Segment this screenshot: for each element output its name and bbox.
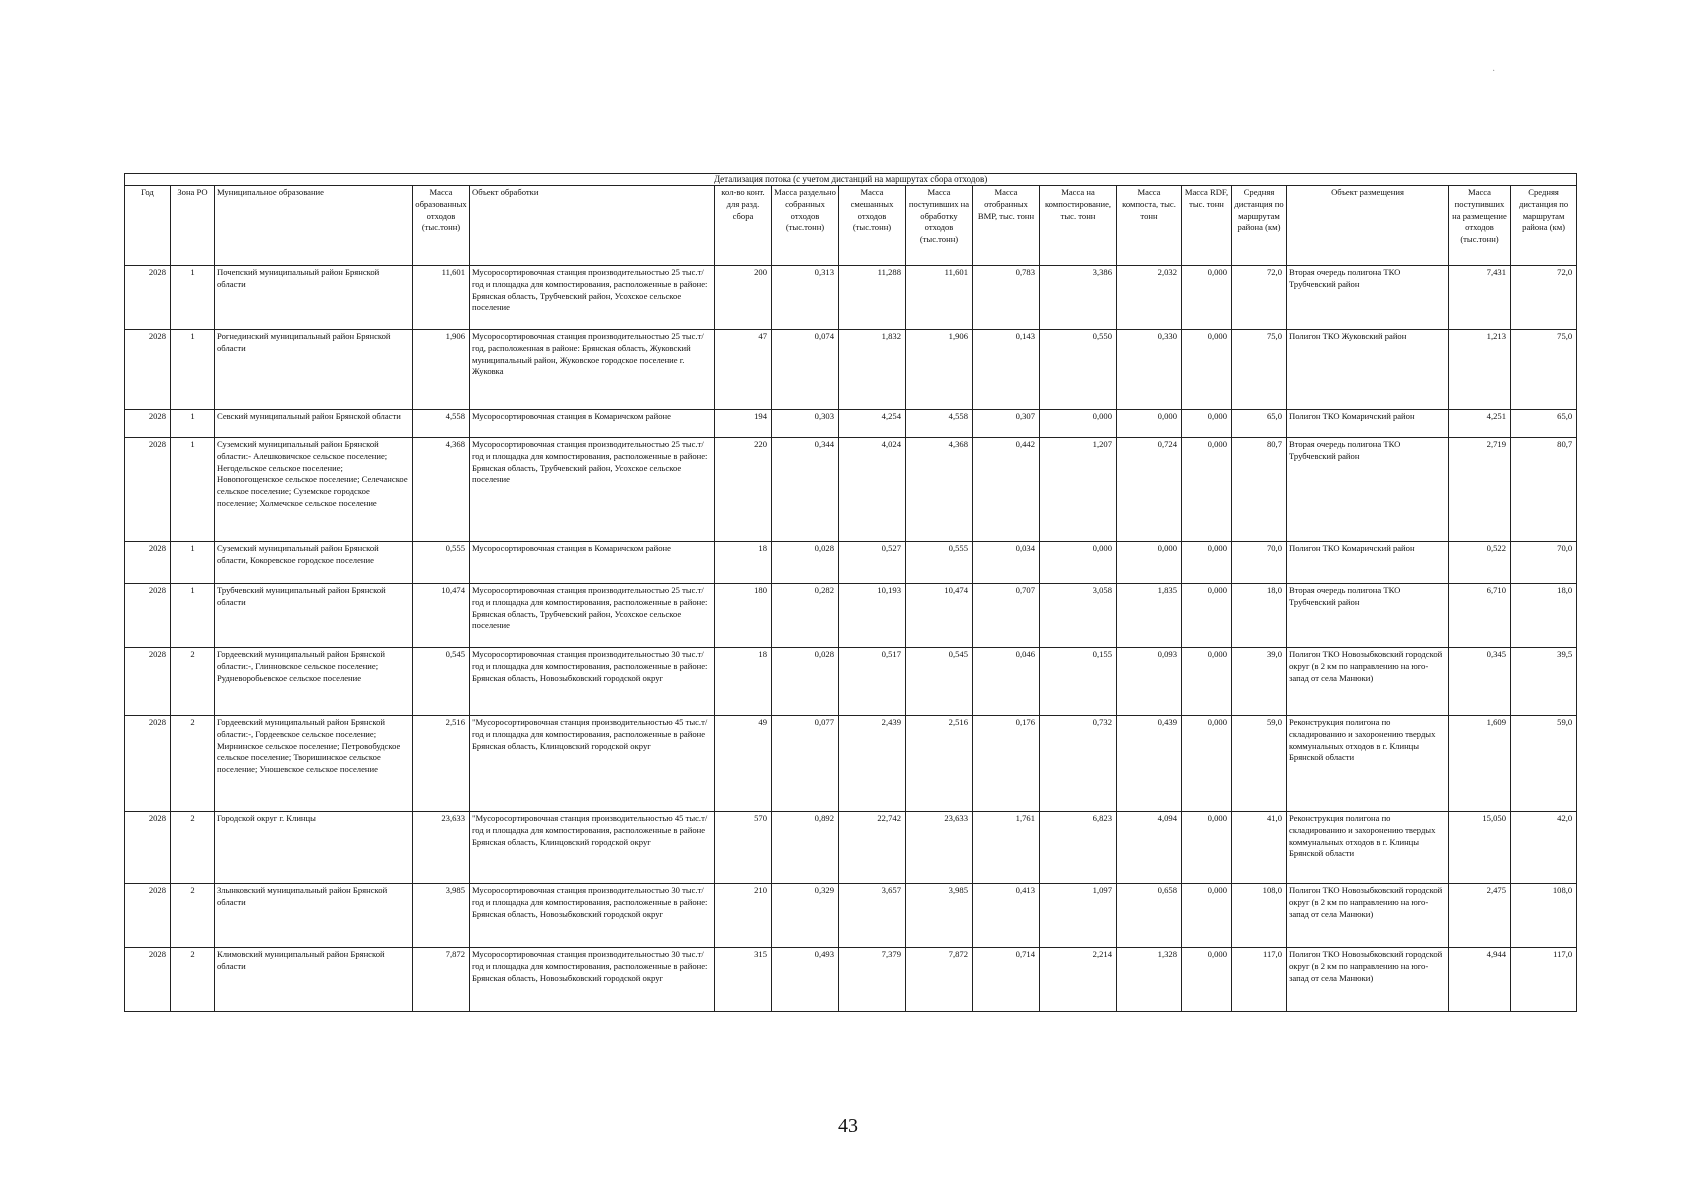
cell-disposal-distance: 59,0	[1511, 715, 1577, 811]
cell-zone: 2	[171, 947, 215, 1011]
table-row	[125, 329, 1577, 409]
cell-separate-mass: 0,329	[772, 883, 839, 947]
cell-processed-mass: 11,601	[906, 265, 973, 329]
cell-containers: 194	[715, 409, 772, 437]
cell-composting-mass: 6,823	[1040, 811, 1117, 883]
cell-generated-mass: 23,633	[413, 811, 470, 883]
cell-generated-mass: 0,555	[413, 541, 470, 583]
cell-recyclables-mass: 0,143	[973, 329, 1040, 409]
cell-zone: 2	[171, 811, 215, 883]
cell-disposal-distance: 65,0	[1511, 409, 1577, 437]
cell-avg-distance: 59,0	[1232, 715, 1287, 811]
cell-year: 2028	[125, 265, 171, 329]
cell-rdf-mass: 0,000	[1182, 409, 1232, 437]
cell-composting-mass: 2,214	[1040, 947, 1117, 1011]
header-row	[125, 185, 1577, 265]
cell-disposal-facility: Реконструкция полигона по складированию и захоронению твердых коммунальных отходов в г. Клинцы Брянской области	[1287, 811, 1449, 883]
table-row	[125, 883, 1577, 947]
cell-rdf-mass: 0,000	[1182, 437, 1232, 541]
cell-disposal-distance: 70,0	[1511, 541, 1577, 583]
cell-rdf-mass: 0,000	[1182, 647, 1232, 715]
cell-year: 2028	[125, 583, 171, 647]
col-header-zone: Зона РО	[171, 185, 215, 265]
cell-disposal-facility: Реконструкция полигона по складированию и захоронению твердых коммунальных отходов в г. Клинцы Брянской области	[1287, 715, 1449, 811]
table-row	[125, 811, 1577, 883]
cell-disposal-facility: Полигон ТКО Новозыбковский городской округ (в 2 км по направлению на юго-запад от села Манюки)	[1287, 883, 1449, 947]
cell-mixed-mass: 3,657	[839, 883, 906, 947]
cell-zone: 1	[171, 437, 215, 541]
cell-compost-mass: 4,094	[1117, 811, 1182, 883]
cell-mixed-mass: 11,288	[839, 265, 906, 329]
cell-composting-mass: 0,732	[1040, 715, 1117, 811]
cell-generated-mass: 2,516	[413, 715, 470, 811]
waste-flow-table	[124, 173, 1577, 1012]
cell-zone: 2	[171, 715, 215, 811]
col-header-municipality: Муниципальное образование	[215, 185, 413, 265]
cell-zone: 1	[171, 583, 215, 647]
cell-year: 2028	[125, 715, 171, 811]
col-header-rdf-mass: Масса RDF, тыс. тонн	[1182, 185, 1232, 265]
cell-rdf-mass: 0,000	[1182, 811, 1232, 883]
cell-avg-distance: 72,0	[1232, 265, 1287, 329]
cell-composting-mass: 0,155	[1040, 647, 1117, 715]
cell-mixed-mass: 22,742	[839, 811, 906, 883]
cell-zone: 2	[171, 883, 215, 947]
cell-recyclables-mass: 0,783	[973, 265, 1040, 329]
cell-compost-mass: 0,658	[1117, 883, 1182, 947]
cell-separate-mass: 0,074	[772, 329, 839, 409]
cell-generated-mass: 3,985	[413, 883, 470, 947]
caption-row	[125, 174, 1577, 186]
cell-municipality: Севский муниципальный район Брянской области	[215, 409, 413, 437]
cell-mixed-mass: 2,439	[839, 715, 906, 811]
cell-avg-distance: 18,0	[1232, 583, 1287, 647]
cell-rdf-mass: 0,000	[1182, 715, 1232, 811]
cell-generated-mass: 0,545	[413, 647, 470, 715]
table-caption: Детализация потока (с учетом дистанций на маршрутах сбора отходов)	[125, 174, 1577, 186]
cell-rdf-mass: 0,000	[1182, 947, 1232, 1011]
cell-separate-mass: 0,303	[772, 409, 839, 437]
cell-disposal-facility: Вторая очередь полигона ТКО Трубчевский район	[1287, 437, 1449, 541]
col-header-containers: кол-во конт. для разд. сбора	[715, 185, 772, 265]
cell-disposal-facility: Полигон ТКО Комаричский район	[1287, 541, 1449, 583]
cell-year: 2028	[125, 437, 171, 541]
cell-processed-mass: 10,474	[906, 583, 973, 647]
cell-year: 2028	[125, 409, 171, 437]
cell-compost-mass: 0,724	[1117, 437, 1182, 541]
cell-disposal-distance: 108,0	[1511, 883, 1577, 947]
cell-year: 2028	[125, 811, 171, 883]
cell-containers: 18	[715, 647, 772, 715]
cell-disposal-distance: 75,0	[1511, 329, 1577, 409]
cell-avg-distance: 39,0	[1232, 647, 1287, 715]
cell-avg-distance: 70,0	[1232, 541, 1287, 583]
cell-recyclables-mass: 0,714	[973, 947, 1040, 1011]
cell-rdf-mass: 0,000	[1182, 583, 1232, 647]
cell-year: 2028	[125, 947, 171, 1011]
cell-containers: 49	[715, 715, 772, 811]
cell-processed-mass: 7,872	[906, 947, 973, 1011]
cell-processing-facility: Мусоросортировочная станция в Комаричском районе	[470, 541, 715, 583]
table-row	[125, 647, 1577, 715]
cell-compost-mass: 1,328	[1117, 947, 1182, 1011]
cell-separate-mass: 0,313	[772, 265, 839, 329]
cell-disposal-facility: Полигон ТКО Новозыбковский городской округ (в 2 км по направлению на юго-запад от села Манюки)	[1287, 947, 1449, 1011]
cell-mixed-mass: 0,517	[839, 647, 906, 715]
cell-processing-facility: Мусоросортировочная станция производительностью 30 тыс.т/год и площадка для компостирования, расположенные в районе: Брянская область, Новозыбковский городской округ	[470, 647, 715, 715]
cell-containers: 18	[715, 541, 772, 583]
cell-rdf-mass: 0,000	[1182, 329, 1232, 409]
cell-municipality: Почепский муниципальный район Брянской области	[215, 265, 413, 329]
cell-zone: 2	[171, 647, 215, 715]
cell-compost-mass: 0,439	[1117, 715, 1182, 811]
col-header-separate-mass: Масса раздельно собранных отходов (тыс.тонн)	[772, 185, 839, 265]
cell-compost-mass: 0,000	[1117, 409, 1182, 437]
cell-disposal-mass: 4,944	[1449, 947, 1511, 1011]
cell-year: 2028	[125, 541, 171, 583]
cell-separate-mass: 0,892	[772, 811, 839, 883]
cell-disposal-facility: Полигон ТКО Жуковский район	[1287, 329, 1449, 409]
table-row	[125, 265, 1577, 329]
cell-disposal-distance: 80,7	[1511, 437, 1577, 541]
cell-disposal-distance: 42,0	[1511, 811, 1577, 883]
cell-containers: 220	[715, 437, 772, 541]
cell-disposal-mass: 0,345	[1449, 647, 1511, 715]
table-row	[125, 947, 1577, 1011]
table-row	[125, 541, 1577, 583]
col-header-mixed-mass: Масса смешанных отходов (тыс.тонн)	[839, 185, 906, 265]
cell-year: 2028	[125, 329, 171, 409]
cell-avg-distance: 65,0	[1232, 409, 1287, 437]
cell-municipality: Суземский муниципальный район Брянской области:- Алешковичское сельское поселение; Негодельское сельское поселение; Новопогощенское сельское поселение; Селечанское сельское поселение; Суземское городское поселение; Холмечское сельское поселение	[215, 437, 413, 541]
cell-disposal-mass: 7,431	[1449, 265, 1511, 329]
cell-avg-distance: 80,7	[1232, 437, 1287, 541]
table-row	[125, 409, 1577, 437]
cell-municipality: Климовский муниципальный район Брянской области	[215, 947, 413, 1011]
cell-containers: 315	[715, 947, 772, 1011]
cell-composting-mass: 1,207	[1040, 437, 1117, 541]
cell-disposal-mass: 1,213	[1449, 329, 1511, 409]
col-header-disposal-mass: Масса поступивших на размещение отходов (тыс.тонн)	[1449, 185, 1511, 265]
cell-mixed-mass: 1,832	[839, 329, 906, 409]
col-header-composting-mass: Масса на компостирование, тыс. тонн	[1040, 185, 1117, 265]
cell-processed-mass: 0,555	[906, 541, 973, 583]
cell-zone: 1	[171, 541, 215, 583]
cell-recyclables-mass: 0,046	[973, 647, 1040, 715]
cell-processing-facility: Мусоросортировочная станция производительностью 30 тыс.т/год и площадка для компостирования, расположенные в районе: Брянская область, Новозыбковский городской округ	[470, 883, 715, 947]
col-header-disposal-facility: Объект размещения	[1287, 185, 1449, 265]
cell-containers: 570	[715, 811, 772, 883]
cell-disposal-facility: Вторая очередь полигона ТКО Трубчевский район	[1287, 583, 1449, 647]
cell-municipality: Суземский муниципальный район Брянской области, Кокоревское городское поселение	[215, 541, 413, 583]
cell-recyclables-mass: 0,307	[973, 409, 1040, 437]
cell-compost-mass: 0,330	[1117, 329, 1182, 409]
cell-generated-mass: 4,368	[413, 437, 470, 541]
cell-avg-distance: 117,0	[1232, 947, 1287, 1011]
cell-disposal-mass: 15,050	[1449, 811, 1511, 883]
cell-composting-mass: 0,000	[1040, 541, 1117, 583]
cell-containers: 47	[715, 329, 772, 409]
cell-mixed-mass: 10,193	[839, 583, 906, 647]
cell-processing-facility: "Мусоросортировочная станция производительностью 45 тыс.т/год и площадка для компостирования, расположенные в районе Брянская область, Клинцовский городской округ	[470, 715, 715, 811]
cell-rdf-mass: 0,000	[1182, 265, 1232, 329]
cell-disposal-mass: 2,719	[1449, 437, 1511, 541]
cell-disposal-distance: 18,0	[1511, 583, 1577, 647]
cell-rdf-mass: 0,000	[1182, 541, 1232, 583]
cell-compost-mass: 2,032	[1117, 265, 1182, 329]
cell-municipality: Рогнединский муниципальный район Брянской области	[215, 329, 413, 409]
cell-separate-mass: 0,028	[772, 647, 839, 715]
cell-disposal-distance: 117,0	[1511, 947, 1577, 1011]
cell-processing-facility: Мусоросортировочная станция в Комаричском районе	[470, 409, 715, 437]
cell-avg-distance: 41,0	[1232, 811, 1287, 883]
col-header-compost-mass: Масса компоста, тыс. тонн	[1117, 185, 1182, 265]
cell-mixed-mass: 0,527	[839, 541, 906, 583]
cell-recyclables-mass: 0,413	[973, 883, 1040, 947]
cell-processed-mass: 2,516	[906, 715, 973, 811]
cell-separate-mass: 0,344	[772, 437, 839, 541]
cell-rdf-mass: 0,000	[1182, 883, 1232, 947]
table-body	[125, 265, 1577, 1011]
page-number: 43	[838, 1115, 858, 1137]
cell-composting-mass: 0,550	[1040, 329, 1117, 409]
cell-zone: 1	[171, 265, 215, 329]
cell-processing-facility: Мусоросортировочная станция производительностью 30 тыс.т/год и площадка для компостирования, расположенные в районе: Брянская область, Новозыбковский городской округ	[470, 947, 715, 1011]
cell-disposal-mass: 2,475	[1449, 883, 1511, 947]
cell-composting-mass: 0,000	[1040, 409, 1117, 437]
cell-disposal-mass: 6,710	[1449, 583, 1511, 647]
cell-separate-mass: 0,493	[772, 947, 839, 1011]
cell-processed-mass: 4,368	[906, 437, 973, 541]
cell-disposal-distance: 72,0	[1511, 265, 1577, 329]
cell-disposal-facility: Полигон ТКО Новозыбковский городской округ (в 2 км по направлению на юго-запад от села Манюки)	[1287, 647, 1449, 715]
cell-year: 2028	[125, 883, 171, 947]
cell-municipality: Трубчевский муниципальный район Брянской области	[215, 583, 413, 647]
cell-year: 2028	[125, 647, 171, 715]
cell-separate-mass: 0,028	[772, 541, 839, 583]
cell-recyclables-mass: 0,176	[973, 715, 1040, 811]
cell-disposal-mass: 4,251	[1449, 409, 1511, 437]
cell-generated-mass: 10,474	[413, 583, 470, 647]
cell-mixed-mass: 7,379	[839, 947, 906, 1011]
cell-mixed-mass: 4,024	[839, 437, 906, 541]
cell-processed-mass: 4,558	[906, 409, 973, 437]
cell-processing-facility: Мусоросортировочная станция производительностью 25 тыс.т/год, расположенная в районе: Брянская область, Жуковский муниципальный район, Жуковское городское поселение г. Жуковка	[470, 329, 715, 409]
cell-containers: 180	[715, 583, 772, 647]
cell-municipality: Городской округ г. Клинцы	[215, 811, 413, 883]
cell-compost-mass: 0,093	[1117, 647, 1182, 715]
cell-municipality: Гордеевский муниципальный район Брянской области:-, Глинновское сельское поселение; Рудневоробьевское сельское поселение	[215, 647, 413, 715]
col-header-avg-distance: Средняя дистанция по маршрутам района (км)	[1232, 185, 1287, 265]
cell-recyclables-mass: 1,761	[973, 811, 1040, 883]
cell-composting-mass: 1,097	[1040, 883, 1117, 947]
cell-recyclables-mass: 0,707	[973, 583, 1040, 647]
cell-containers: 210	[715, 883, 772, 947]
col-header-generated-mass: Масса образованных отходов (тыс.тонн)	[413, 185, 470, 265]
cell-disposal-mass: 0,522	[1449, 541, 1511, 583]
cell-generated-mass: 1,906	[413, 329, 470, 409]
cell-mixed-mass: 4,254	[839, 409, 906, 437]
cell-separate-mass: 0,282	[772, 583, 839, 647]
cell-recyclables-mass: 0,442	[973, 437, 1040, 541]
cell-avg-distance: 75,0	[1232, 329, 1287, 409]
table-row	[125, 715, 1577, 811]
table-row	[125, 583, 1577, 647]
col-header-processing-facility: Объект обработки	[470, 185, 715, 265]
col-header-processed-mass: Масса поступивших на обработку отходов (тыс.тонн)	[906, 185, 973, 265]
col-header-disposal-distance: Средняя дистанция по маршрутам района (км)	[1511, 185, 1577, 265]
cell-recyclables-mass: 0,034	[973, 541, 1040, 583]
cell-disposal-facility: Полигон ТКО Комаричский район	[1287, 409, 1449, 437]
cell-compost-mass: 0,000	[1117, 541, 1182, 583]
cell-zone: 1	[171, 329, 215, 409]
cell-composting-mass: 3,058	[1040, 583, 1117, 647]
cell-disposal-distance: 39,5	[1511, 647, 1577, 715]
scan-mark: ·	[1492, 66, 1496, 77]
cell-processed-mass: 3,985	[906, 883, 973, 947]
table-row	[125, 437, 1577, 541]
cell-processed-mass: 1,906	[906, 329, 973, 409]
cell-composting-mass: 3,386	[1040, 265, 1117, 329]
cell-processing-facility: "Мусоросортировочная станция производительностью 45 тыс.т/год и площадка для компостирования, расположенные в районе Брянская область, Клинцовский городской округ	[470, 811, 715, 883]
cell-containers: 200	[715, 265, 772, 329]
col-header-recyclables-mass: Масса отобранных ВМР, тыс. тонн	[973, 185, 1040, 265]
cell-zone: 1	[171, 409, 215, 437]
col-header-year: Год	[125, 185, 171, 265]
cell-processed-mass: 0,545	[906, 647, 973, 715]
cell-municipality: Злынковский муниципальный район Брянской области	[215, 883, 413, 947]
cell-processing-facility: Мусоросортировочная станция производительностью 25 тыс.т/год и площадка для компостирования, расположенные в районе: Брянская область, Трубчевский район, Усохское сельское поселение	[470, 583, 715, 647]
cell-processing-facility: Мусоросортировочная станция производительностью 25 тыс.т/год и площадка для компостирования, расположенные в районе: Брянская область, Трубчевский район, Усохское сельское поселение	[470, 437, 715, 541]
cell-processed-mass: 23,633	[906, 811, 973, 883]
cell-disposal-facility: Вторая очередь полигона ТКО Трубчевский район	[1287, 265, 1449, 329]
cell-separate-mass: 0,077	[772, 715, 839, 811]
cell-disposal-mass: 1,609	[1449, 715, 1511, 811]
cell-compost-mass: 1,835	[1117, 583, 1182, 647]
cell-municipality: Гордеевский муниципальный район Брянской области:-, Гордеевское сельское поселение; Мирнинское сельское поселение; Петровобудское сельское поселение; Творишинское сельское поселение; Уношевское сельское поселение	[215, 715, 413, 811]
cell-generated-mass: 4,558	[413, 409, 470, 437]
cell-avg-distance: 108,0	[1232, 883, 1287, 947]
cell-generated-mass: 11,601	[413, 265, 470, 329]
cell-processing-facility: Мусоросортировочная станция производительностью 25 тыс.т/год и площадка для компостирования, расположенные в районе: Брянская область, Трубчевский район, Усохское сельское поселение	[470, 265, 715, 329]
cell-generated-mass: 7,872	[413, 947, 470, 1011]
